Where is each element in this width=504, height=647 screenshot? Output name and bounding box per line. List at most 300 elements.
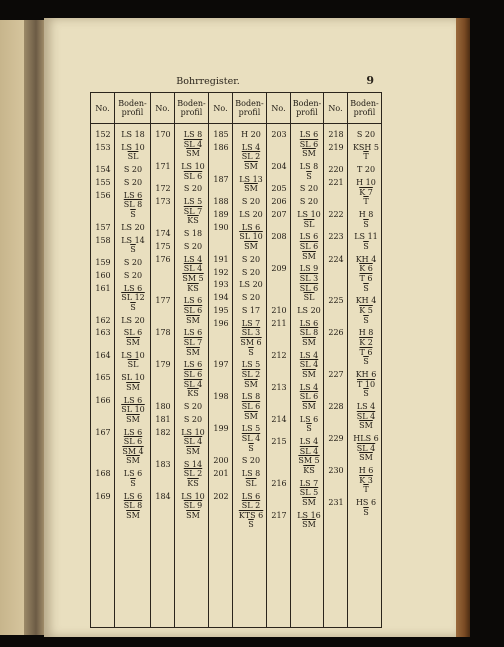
profile-layer: $\overline{SM}$	[302, 401, 316, 411]
bore-number: 158	[95, 235, 111, 245]
profile-layer: LS 20	[239, 210, 263, 219]
profile-layer: SL 4	[356, 411, 376, 421]
soil-profile	[117, 271, 149, 281]
profile-layer: $\overline{SM}$	[244, 241, 258, 251]
profile-layer: SM 5	[298, 456, 320, 466]
soil-profile	[350, 255, 382, 293]
profile-layer: SL 2	[241, 501, 261, 511]
profile-layer: $\overline{KS}$	[187, 389, 199, 399]
profile-layer: $\overline{SM}$	[359, 453, 373, 463]
soil-profile	[293, 511, 325, 530]
profile-layer: $\overline{SM}$	[186, 315, 200, 325]
profile-layer: LS 6	[183, 360, 203, 370]
profile-layer: $\overline{S}$	[363, 283, 369, 293]
profile-layer: $\overline{KS}$	[187, 283, 199, 293]
soil-profile	[293, 319, 325, 348]
profile-layer: $\overline{S}$	[363, 357, 369, 367]
profile-layer: S 20	[241, 267, 261, 277]
no-column-2	[151, 124, 175, 628]
profile-layer: $\overline{S}$	[363, 219, 369, 229]
profile-layer: SL 6	[183, 305, 203, 315]
profile-layer: SL 5	[299, 488, 319, 498]
bore-number: 181	[155, 414, 171, 424]
profile-layer: LS 10	[181, 427, 205, 437]
profile-layer: SL 4	[183, 264, 203, 274]
bore-number: 229	[328, 434, 344, 443]
header-profile-3: Boden- profil	[233, 93, 267, 124]
header-profile-1: Boden- profil	[115, 93, 151, 124]
profile-layer: SL 4	[183, 379, 203, 389]
soil-profile	[350, 130, 382, 140]
profile-layer: S 20	[183, 414, 203, 424]
bore-number: 215	[271, 437, 287, 447]
bore-number: 219	[328, 142, 344, 152]
header-no-5: No.	[324, 93, 348, 124]
profile-layer: S 20	[299, 184, 319, 194]
profile-layer: H 8	[358, 328, 374, 338]
bore-register-table	[90, 92, 382, 628]
bore-number: 152	[95, 130, 111, 139]
profile-layer: $\overline{SM}$	[244, 161, 258, 171]
soil-profile	[235, 293, 267, 303]
bore-number: 207	[271, 210, 287, 219]
soil-profile	[117, 165, 149, 175]
soil-profile	[177, 296, 209, 325]
profile-layer: S 20	[123, 270, 143, 280]
profile-layer: SL 6	[299, 283, 319, 293]
bore-number: 164	[95, 350, 111, 360]
profile-layer: $\overline{SM}$	[244, 411, 258, 421]
bore-number: 170	[155, 130, 171, 139]
profile-layer: $\overline{SM}$	[186, 510, 200, 520]
profile-layer: SL 10	[239, 232, 263, 242]
soil-profile	[235, 210, 267, 220]
profile-layer: SL 8	[299, 328, 319, 338]
no-column-5	[324, 124, 348, 628]
soil-profile	[235, 130, 267, 140]
bore-number: 186	[213, 142, 229, 152]
soil-profile	[293, 383, 325, 412]
profile-layer: LS 5	[241, 360, 261, 370]
soil-profile	[293, 437, 325, 475]
profile-layer: SL 4	[299, 360, 319, 370]
bore-number: 200	[213, 456, 229, 466]
profile-layer: $\overline{KS}$	[187, 478, 199, 488]
soil-profile	[293, 130, 325, 159]
bore-number: 153	[95, 142, 111, 152]
profile-layer: SL 8	[123, 501, 143, 511]
profile-layer: SL 3	[299, 273, 319, 283]
profile-layer: SL 2	[241, 152, 261, 162]
profile-layer: SL 6	[123, 437, 143, 447]
profile-layer: LS 10	[181, 162, 205, 171]
profile-layer: SL 12	[121, 293, 145, 303]
bore-number: 185	[213, 130, 229, 139]
bore-number: 203	[271, 130, 287, 139]
no-column-3	[209, 124, 233, 628]
bore-number: 221	[328, 178, 344, 187]
profile-layer: S 17	[241, 306, 261, 315]
bore-number: 194	[213, 293, 229, 303]
profile-layer: SL 6	[299, 392, 319, 402]
profile-layer: LS 4	[299, 437, 319, 447]
profile-layer: $\overline{S}$	[130, 245, 136, 255]
bore-number: 226	[328, 328, 344, 338]
profile-layer: S 20	[241, 197, 261, 207]
soil-profile	[177, 197, 209, 226]
soil-profile	[117, 492, 149, 521]
profile-layer: S 20	[123, 258, 143, 267]
header-no-1: No.	[91, 93, 115, 124]
soil-profile	[117, 191, 149, 220]
header-no-3: No.	[209, 93, 233, 124]
soil-profile	[350, 165, 382, 175]
profile-layer: H 8	[358, 210, 374, 219]
profile-layer: LS 6	[241, 222, 261, 232]
profile-layer: K 7	[359, 187, 373, 197]
bore-number: 169	[95, 491, 111, 501]
bore-number: 160	[95, 270, 111, 280]
bore-number: 190	[213, 222, 229, 232]
profile-layer: LS 20	[121, 315, 145, 325]
bore-number: 167	[95, 427, 111, 437]
profile-layer: $\overline{SM}$	[302, 369, 316, 379]
bore-number: 201	[213, 469, 229, 479]
profile-layer: K 2	[359, 337, 373, 347]
soil-profile	[235, 280, 267, 290]
profile-column-3	[233, 124, 267, 628]
profile-layer: $\overline{SL}$	[127, 152, 139, 162]
profile-layer: $\overline{SM}$	[186, 149, 200, 159]
profile-layer: $\overline{S}$	[130, 478, 136, 488]
profile-layer: LS 8	[241, 469, 261, 479]
profile-layer: LS 6	[241, 491, 261, 501]
profile-layer: LS 6	[123, 469, 143, 479]
profile-layer: LS 6	[299, 414, 319, 424]
profile-layer: $\overline{S}$	[248, 347, 254, 357]
profile-column-2	[175, 124, 209, 628]
profile-layer: LS 9	[299, 264, 319, 274]
bore-number: 213	[271, 382, 287, 392]
profile-layer: $\overline{T}$	[363, 197, 369, 207]
bore-number: 230	[328, 466, 344, 475]
profile-layer: $\overline{S}$	[363, 389, 369, 399]
profile-layer: SL 6	[299, 241, 319, 251]
soil-profile	[117, 223, 149, 233]
bore-number: 209	[271, 264, 287, 274]
profile-layer: S 20	[123, 165, 143, 175]
profile-layer: T 20	[356, 165, 376, 175]
profile-layer: LS 5	[241, 424, 261, 434]
bore-number: 176	[155, 254, 171, 264]
bore-number: 182	[155, 427, 171, 437]
profile-layer: S 20	[356, 130, 376, 139]
profile-layer: SL 4	[356, 443, 376, 453]
profile-layer: KH 4	[355, 296, 377, 306]
profile-layer: LS 10	[121, 350, 145, 360]
bore-number: 218	[328, 130, 344, 139]
soil-profile	[117, 236, 149, 255]
bore-number: 166	[95, 395, 111, 405]
profile-layer: KH 4	[355, 254, 377, 264]
bore-number: 154	[95, 165, 111, 175]
bore-number: 220	[328, 165, 344, 175]
soil-profile	[350, 498, 382, 517]
profile-layer: LS 20	[297, 306, 321, 315]
header-no-4: No.	[267, 93, 291, 124]
soil-profile	[177, 360, 209, 398]
soil-profile	[350, 402, 382, 431]
profile-layer: H 10	[356, 178, 376, 187]
profile-layer: $\overline{SM}$	[302, 251, 316, 261]
profile-layer: S 20	[241, 456, 261, 466]
register-body	[91, 124, 382, 628]
soil-profile	[177, 328, 209, 357]
soil-profile	[117, 351, 149, 370]
profile-layer: LS 6	[299, 318, 319, 328]
profile-layer: LS 6	[123, 190, 143, 200]
profile-layer: SL 6	[183, 369, 203, 379]
soil-profile	[235, 143, 267, 172]
header-profile-2: Boden- profil	[175, 93, 209, 124]
profile-layer: S 20	[183, 184, 203, 194]
bore-number: 199	[213, 424, 229, 434]
profile-layer: $\overline{SM}$	[126, 382, 140, 392]
soil-profile	[350, 143, 382, 162]
profile-layer: LS 18	[121, 130, 145, 139]
profile-column-1	[115, 124, 151, 628]
profile-layer: K 6	[359, 264, 373, 274]
profile-layer: S 20	[241, 254, 261, 264]
profile-layer: HS 6	[355, 498, 377, 507]
bore-number: 188	[213, 197, 229, 207]
bore-number: 171	[155, 162, 171, 171]
soil-profile	[293, 306, 325, 316]
profile-layer: SM 4	[122, 446, 144, 456]
soil-profile	[117, 396, 149, 425]
profile-column-4	[291, 124, 324, 628]
profile-layer: S 14	[183, 459, 203, 469]
bore-number: 204	[271, 162, 287, 171]
bore-number: 195	[213, 306, 229, 315]
bore-number: 216	[271, 478, 287, 488]
profile-layer: LS 6	[299, 130, 319, 139]
soil-profile	[235, 268, 267, 278]
profile-layer: SL 10	[121, 405, 145, 415]
soil-profile	[350, 296, 382, 325]
soil-profile	[293, 162, 325, 181]
soil-profile	[235, 392, 267, 421]
profile-layer: LS 7	[241, 318, 261, 328]
bore-number: 214	[271, 414, 287, 424]
profile-layer: LS 11	[354, 232, 378, 242]
profile-layer: SL 6	[123, 328, 143, 338]
soil-profile	[117, 328, 149, 347]
profile-layer: T 6	[359, 347, 373, 357]
soil-profile	[293, 210, 325, 229]
soil-profile	[117, 428, 149, 466]
bore-number: 197	[213, 360, 229, 370]
bore-number: 223	[328, 232, 344, 242]
profile-layer: $\overline{SM}$	[302, 520, 316, 530]
header-row	[91, 93, 382, 124]
no-column-4	[267, 124, 291, 628]
profile-layer: $\overline{SM}$	[186, 347, 200, 357]
profile-layer: $\overline{SM}$	[244, 184, 258, 194]
bore-number: 189	[213, 210, 229, 219]
profile-layer: KTS 6	[238, 510, 264, 520]
bore-number: 202	[213, 491, 229, 501]
profile-layer: SL 3	[241, 328, 261, 338]
profile-layer: LS 10	[181, 491, 205, 501]
profile-layer: H 20	[241, 130, 261, 139]
profile-layer: $\overline{S}$	[248, 520, 254, 530]
no-column-1	[91, 124, 115, 628]
soil-profile	[177, 130, 209, 159]
header-profile-5: Boden- profil	[348, 93, 382, 124]
profile-layer: LS 6	[299, 232, 319, 242]
profile-layer: $\overline{S}$	[363, 507, 369, 517]
profile-layer: S 20	[183, 402, 203, 411]
bore-number: 177	[155, 296, 171, 306]
soil-profile	[293, 415, 325, 434]
profile-layer: $\overline{S}$	[248, 443, 254, 453]
profile-layer: SL 4	[183, 139, 203, 149]
profile-layer: $\overline{KS}$	[187, 216, 199, 226]
bore-number: 222	[328, 210, 344, 219]
profile-layer: $\overline{SL}$	[303, 293, 315, 303]
bore-number: 156	[95, 190, 111, 200]
bore-number: 231	[328, 498, 344, 507]
profile-layer: K 3	[359, 475, 373, 485]
profile-layer: SL 6	[183, 171, 203, 181]
profile-layer: LS 6	[123, 283, 143, 293]
bore-number: 210	[271, 306, 287, 315]
profile-layer: $\overline{S}$	[306, 424, 312, 434]
profile-layer: LS 4	[241, 142, 261, 152]
profile-layer: LS 8	[183, 130, 203, 139]
profile-layer: LS 4	[183, 254, 203, 264]
bore-number: 205	[271, 184, 287, 194]
profile-layer: T 6	[359, 273, 373, 283]
soil-profile	[117, 143, 149, 162]
profile-layer: LS 20	[121, 222, 145, 232]
profile-layer: $\overline{SM}$	[359, 421, 373, 431]
soil-profile	[350, 466, 382, 495]
bore-number: 217	[271, 510, 287, 520]
soil-profile	[235, 360, 267, 389]
profile-layer: $\overline{SL}$	[245, 478, 257, 488]
profile-layer: $\overline{S}$	[130, 209, 136, 219]
profile-layer: $\overline{T}$	[363, 485, 369, 495]
profile-layer: LS 16	[297, 510, 321, 520]
profile-layer: LS 10	[297, 210, 321, 219]
bore-number: 183	[155, 459, 171, 469]
profile-layer: LS 6	[183, 296, 203, 306]
soil-profile	[177, 492, 209, 521]
profile-layer: $\overline{SM}$	[244, 379, 258, 389]
soil-profile	[117, 178, 149, 188]
profile-layer: SL 7	[183, 206, 203, 216]
soil-profile	[235, 175, 267, 194]
bore-number: 163	[95, 328, 111, 338]
profile-layer: SM 5	[182, 273, 204, 283]
profile-layer: LS 6	[123, 427, 143, 437]
profile-layer: $\overline{KS}$	[303, 465, 315, 475]
profile-layer: SL 4	[241, 433, 261, 443]
profile-layer: $\overline{T}$	[363, 152, 369, 162]
bore-number: 227	[328, 370, 344, 379]
soil-profile	[117, 284, 149, 313]
profile-layer: LS 10	[121, 142, 145, 152]
bore-number: 198	[213, 392, 229, 402]
soil-profile	[235, 492, 267, 530]
bore-number: 173	[155, 197, 171, 207]
soil-profile	[293, 184, 325, 194]
profile-layer: H 6	[358, 466, 374, 475]
profile-layer: S 20	[241, 293, 261, 303]
profile-layer: LS 7	[299, 478, 319, 488]
soil-profile	[235, 197, 267, 207]
book-edge	[456, 18, 470, 637]
profile-layer: LS 8	[299, 162, 319, 171]
bore-number: 212	[271, 350, 287, 360]
profile-layer: $\overline{SM}$	[186, 446, 200, 456]
soil-profile	[235, 255, 267, 265]
profile-layer: S 20	[123, 178, 143, 187]
bore-number: 191	[213, 254, 229, 264]
soil-profile	[350, 210, 382, 229]
profile-layer: SL 4	[299, 446, 319, 456]
soil-profile	[293, 232, 325, 261]
soil-profile	[177, 184, 209, 194]
header-no-2: No.	[151, 93, 175, 124]
page-number: 9	[366, 74, 374, 87]
soil-profile	[293, 351, 325, 380]
soil-profile	[235, 306, 267, 316]
profile-layer: SL 9	[183, 501, 203, 511]
running-head: Bohrregister.	[176, 76, 240, 87]
bore-number: 179	[155, 360, 171, 370]
soil-profile	[177, 242, 209, 252]
bore-number: 172	[155, 184, 171, 194]
soil-profile	[117, 316, 149, 326]
profile-layer: SL 2	[241, 369, 261, 379]
bore-number: 180	[155, 402, 171, 411]
bore-number: 208	[271, 232, 287, 242]
profile-layer: $\overline{SL}$	[127, 360, 139, 370]
profile-layer: $\overline{SM}$	[302, 337, 316, 347]
soil-profile	[235, 469, 267, 488]
profile-layer: T 10	[356, 379, 376, 389]
bore-number: 196	[213, 318, 229, 328]
soil-profile	[350, 434, 382, 463]
soil-profile	[117, 373, 149, 392]
profile-layer: SL 7	[183, 337, 203, 347]
soil-profile	[177, 460, 209, 489]
soil-profile	[293, 197, 325, 207]
soil-profile	[235, 223, 267, 252]
profile-layer: LS 4	[356, 402, 376, 411]
profile-layer: LS 4	[299, 350, 319, 360]
profile-layer: KSH 5	[352, 142, 380, 152]
bore-number: 157	[95, 222, 111, 232]
bore-number: 187	[213, 174, 229, 184]
profile-layer: K 5	[359, 305, 373, 315]
profile-layer: $\overline{SM}$	[302, 497, 316, 507]
profile-layer: SL 6	[299, 139, 319, 149]
profile-layer: KH 6	[355, 370, 377, 379]
